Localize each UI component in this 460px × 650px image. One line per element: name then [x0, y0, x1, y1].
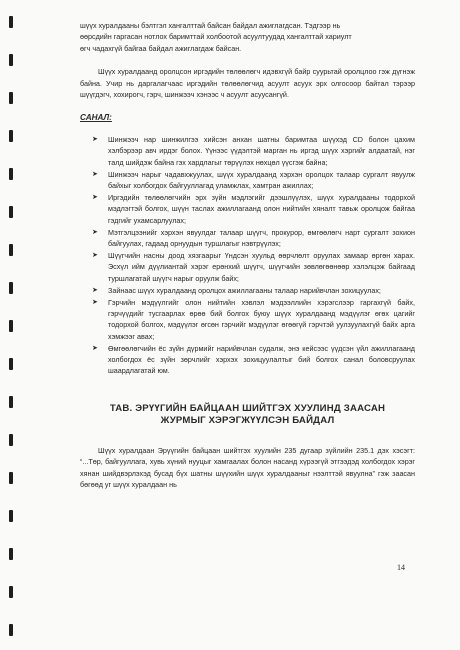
proposal-item: ➤ Иргэдийн төлөөлөгчийн эрх зүйн мэдлэгийг дээшлүүлэх, шүүх хуралдааны тодорхой мэдлэгтэй болгох, шүүн таслах ажиллагаанд олон нийтийн хяналт тавьж оролцож байгаа гэдгийг ухамсарлуулах;: [92, 192, 415, 225]
intro-line: өөрсдийн гаргасан нотлох баримттай холбоотой асуултуудад хангалттай хариулт: [80, 32, 352, 42]
section-label-proposal: САНАЛ:: [80, 113, 112, 123]
arrow-bullet-icon: ➤: [92, 193, 98, 201]
proposal-item: ➤ Шүүгчийн насны доод хязгаарыг Үндсэн хуульд өөрчлөлт оруулах замаар өргөн харах. Эсхүл ийм дүүлиантай хэрэг ерөнхий шүүгч, шүүгчийн зөвлөгөөнөөр хэлэлцэж байгаад туршлагатай шүүгч нарыг оруулж байх;: [92, 250, 415, 283]
binding-hole: [9, 624, 13, 636]
arrow-bullet-icon: ➤: [92, 251, 98, 259]
heading-line: ТАВ. ЭРҮҮГИЙН БАЙЦААН ШИЙТГЭХ ХУУЛИНД ЗААСАН: [109, 402, 386, 414]
binding-hole: [9, 16, 13, 28]
proposal-list: [80, 134, 415, 377]
proposal-item: ➤ Гэрчийн мэдүүлгийг олон нийтийн хэвлэл мэдээллийн хэрэгслээр гаргахгүй байх, гэрчүүдийг тусгаарлах өрөө бий болгох буюу шүүх хуралдаанд мэдүүлэг өгөх цагийг тодорхой болгох, мэдүүлэг өгсөн гэрчийг мэдүүлэг өгөөгүй гэрчтэй уулзуулахгүй байх арга хэмжээг авах;: [92, 297, 415, 341]
binding-hole: [9, 548, 13, 560]
arrow-bullet-icon: ➤: [92, 135, 98, 143]
proposal-item: ➤ Шинжээч нарыг чадавхжуулах, шүүх хуралдаанд хэрхэн оролцох талаар сургалт явуулж байхыг холбогдох байгууллагад уламжлах, хамтран ажиллах;: [92, 169, 415, 190]
final-paragraph: Шүүх хуралдаан Эрүүгийн байцаан шийтгэх хуулийн 235 дугаар зүйлийн 235.1 дэх хэсэгт: “...Төр, байгууллага, хувь хүний нууцыг хамгаалах болон насанд хүрээгүй этгээдэд холбогдох хэрэг хянан шийдвэрлэхэд бусад бүх шатны шүүхийн шүүх хуралдааныг нээлттэй явуулна” гэж заасан бөгөөд уг шүүх хуралдаан нь: [80, 445, 415, 490]
binding-holes: [0, 0, 24, 650]
arrow-bullet-icon: ➤: [92, 170, 98, 178]
section-heading: [80, 403, 415, 427]
intro-line: шүүх хуралдааны бэлтгэл хангалттай байсан байдал ажиглагдсан. Тэдгээр нь: [80, 21, 341, 30]
proposal-item: ➤ Мэтгэлцээнийг хэрхэн явуулдаг талаар шүүгч, прокурор, өмгөөлөгч нарт сургалт зохион байгуулах, гадаад орнуудын туршлагыг нэвтрүүлэх;: [92, 227, 415, 248]
binding-hole: [9, 54, 13, 66]
arrow-bullet-icon: ➤: [92, 344, 98, 352]
binding-hole: [9, 206, 13, 218]
binding-hole: [9, 586, 13, 598]
binding-hole: [9, 320, 13, 332]
arrow-bullet-icon: ➤: [92, 286, 98, 294]
observation-paragraph: Шүүх хуралдаанд оролцсон иргэдийн төлөөлөгч идэвхгүй байр суурьтай оролцлоо гэж дүгнэж байна. Учир нь даргалагчаас иргэдийн төлөөлөгчид асуулт асуух эрх олгосоор байтал тэрээр шүүгдэгч, хохирогч, гэрч, шинжээч хэнээс ч асуулт асуусангүй.: [80, 67, 415, 100]
proposal-item: ➤ Зайнаас шүүх хуралдаанд оролцох ажиллагааны талаар нарийвчлан зохицуулах;: [92, 285, 381, 295]
binding-hole: [9, 396, 13, 408]
intro-paragraph: [80, 20, 415, 54]
proposal-item: ➤ Шинжээч нар шинжилгээ хийсэн анхан шатны баримтаа шүүхэд CD болон цахим хэлбэрээр авч ирдэг болох. Үүнээс үүдэлтэй марган нь иргэд шүүх хэргийг алдаатай, нэг талд шийдэж байна гэх хардлагыг төрүүлэх нөхцөл үүсгэж байна;: [92, 134, 415, 167]
document-body: [80, 20, 415, 491]
page-number: 14: [397, 563, 405, 572]
proposal-item: ➤ Өмгөөлөгчийн ёс зүйн дүрмийг нарийвчлан судалж, энэ кейсээс үүдсэн үйл ажиллагаанд холбогдох ёс зүйн зөрчлийг хэрхэх зохицуулалтыг бий болгох санал боловсруулах шаардлагатай юм.: [92, 343, 415, 376]
binding-hole: [9, 472, 13, 484]
binding-hole: [9, 244, 13, 256]
binding-hole: [9, 434, 13, 446]
arrow-bullet-icon: ➤: [92, 228, 98, 236]
arrow-bullet-icon: ➤: [92, 298, 98, 306]
intro-line: өгч чадахгүй байгаа байдал ажиглагдаж байсан.: [80, 43, 242, 53]
heading-line: ЖУРМЫГ ХЭРЭГЖҮҮЛСЭН БАЙДАЛ: [160, 414, 335, 426]
binding-hole: [9, 282, 13, 294]
binding-hole: [9, 168, 13, 180]
binding-hole: [9, 130, 13, 142]
binding-hole: [9, 92, 13, 104]
binding-hole: [9, 358, 13, 370]
binding-hole: [9, 510, 13, 522]
